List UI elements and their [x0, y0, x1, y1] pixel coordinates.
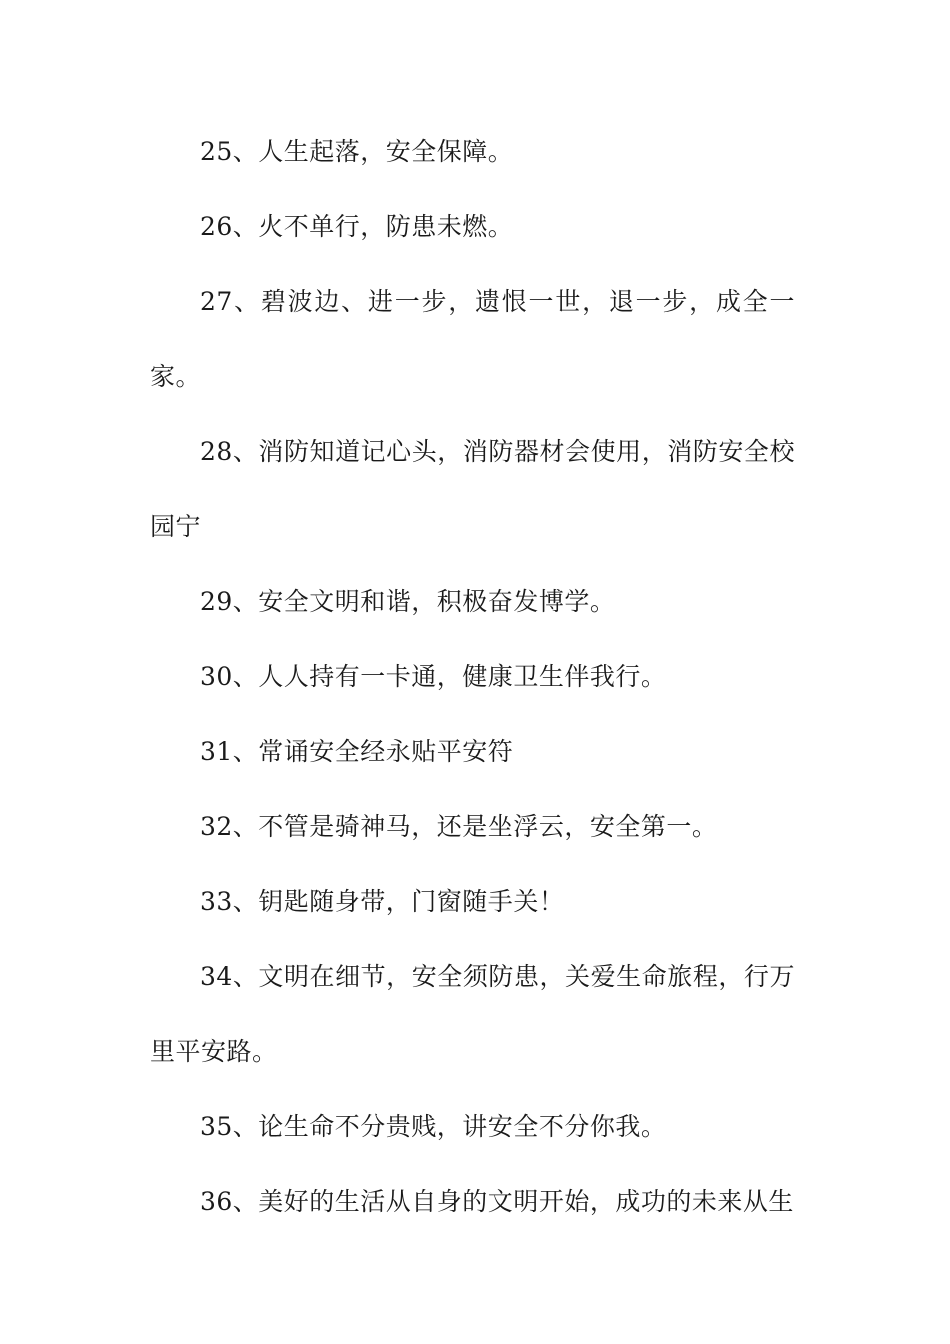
slogan-list	[150, 114, 795, 1239]
slogan-25: 25、人生起落，安全保障。	[200, 137, 514, 166]
slogan-26: 26、火不单行，防患未燃。	[200, 212, 514, 241]
slogan-36: 36、美好的生活从自身的文明开始，成功的未来从生	[200, 1187, 794, 1216]
slogan-27: 27、碧波边、进一步，遗恨一世，退一步，成全一家。	[150, 287, 795, 391]
slogan-35: 35、论生命不分贵贱，讲安全不分你我。	[200, 1112, 667, 1141]
slogan-30: 30、人人持有一卡通，健康卫生伴我行。	[200, 662, 667, 691]
slogan-32: 32、不管是骑神马，还是坐浮云，安全第一。	[200, 812, 718, 841]
slogan-33: 33、钥匙随身带，门窗随手关！	[200, 887, 565, 916]
slogan-34: 34、文明在细节，安全须防患，关爱生命旅程，行万里平安路。	[150, 962, 795, 1066]
slogan-31: 31、常诵安全经永贴平安符	[200, 737, 514, 766]
slogan-28: 28、消防知道记心头，消防器材会使用，消防安全校园宁	[150, 437, 795, 541]
slogan-29: 29、安全文明和谐，积极奋发博学。	[200, 587, 616, 616]
